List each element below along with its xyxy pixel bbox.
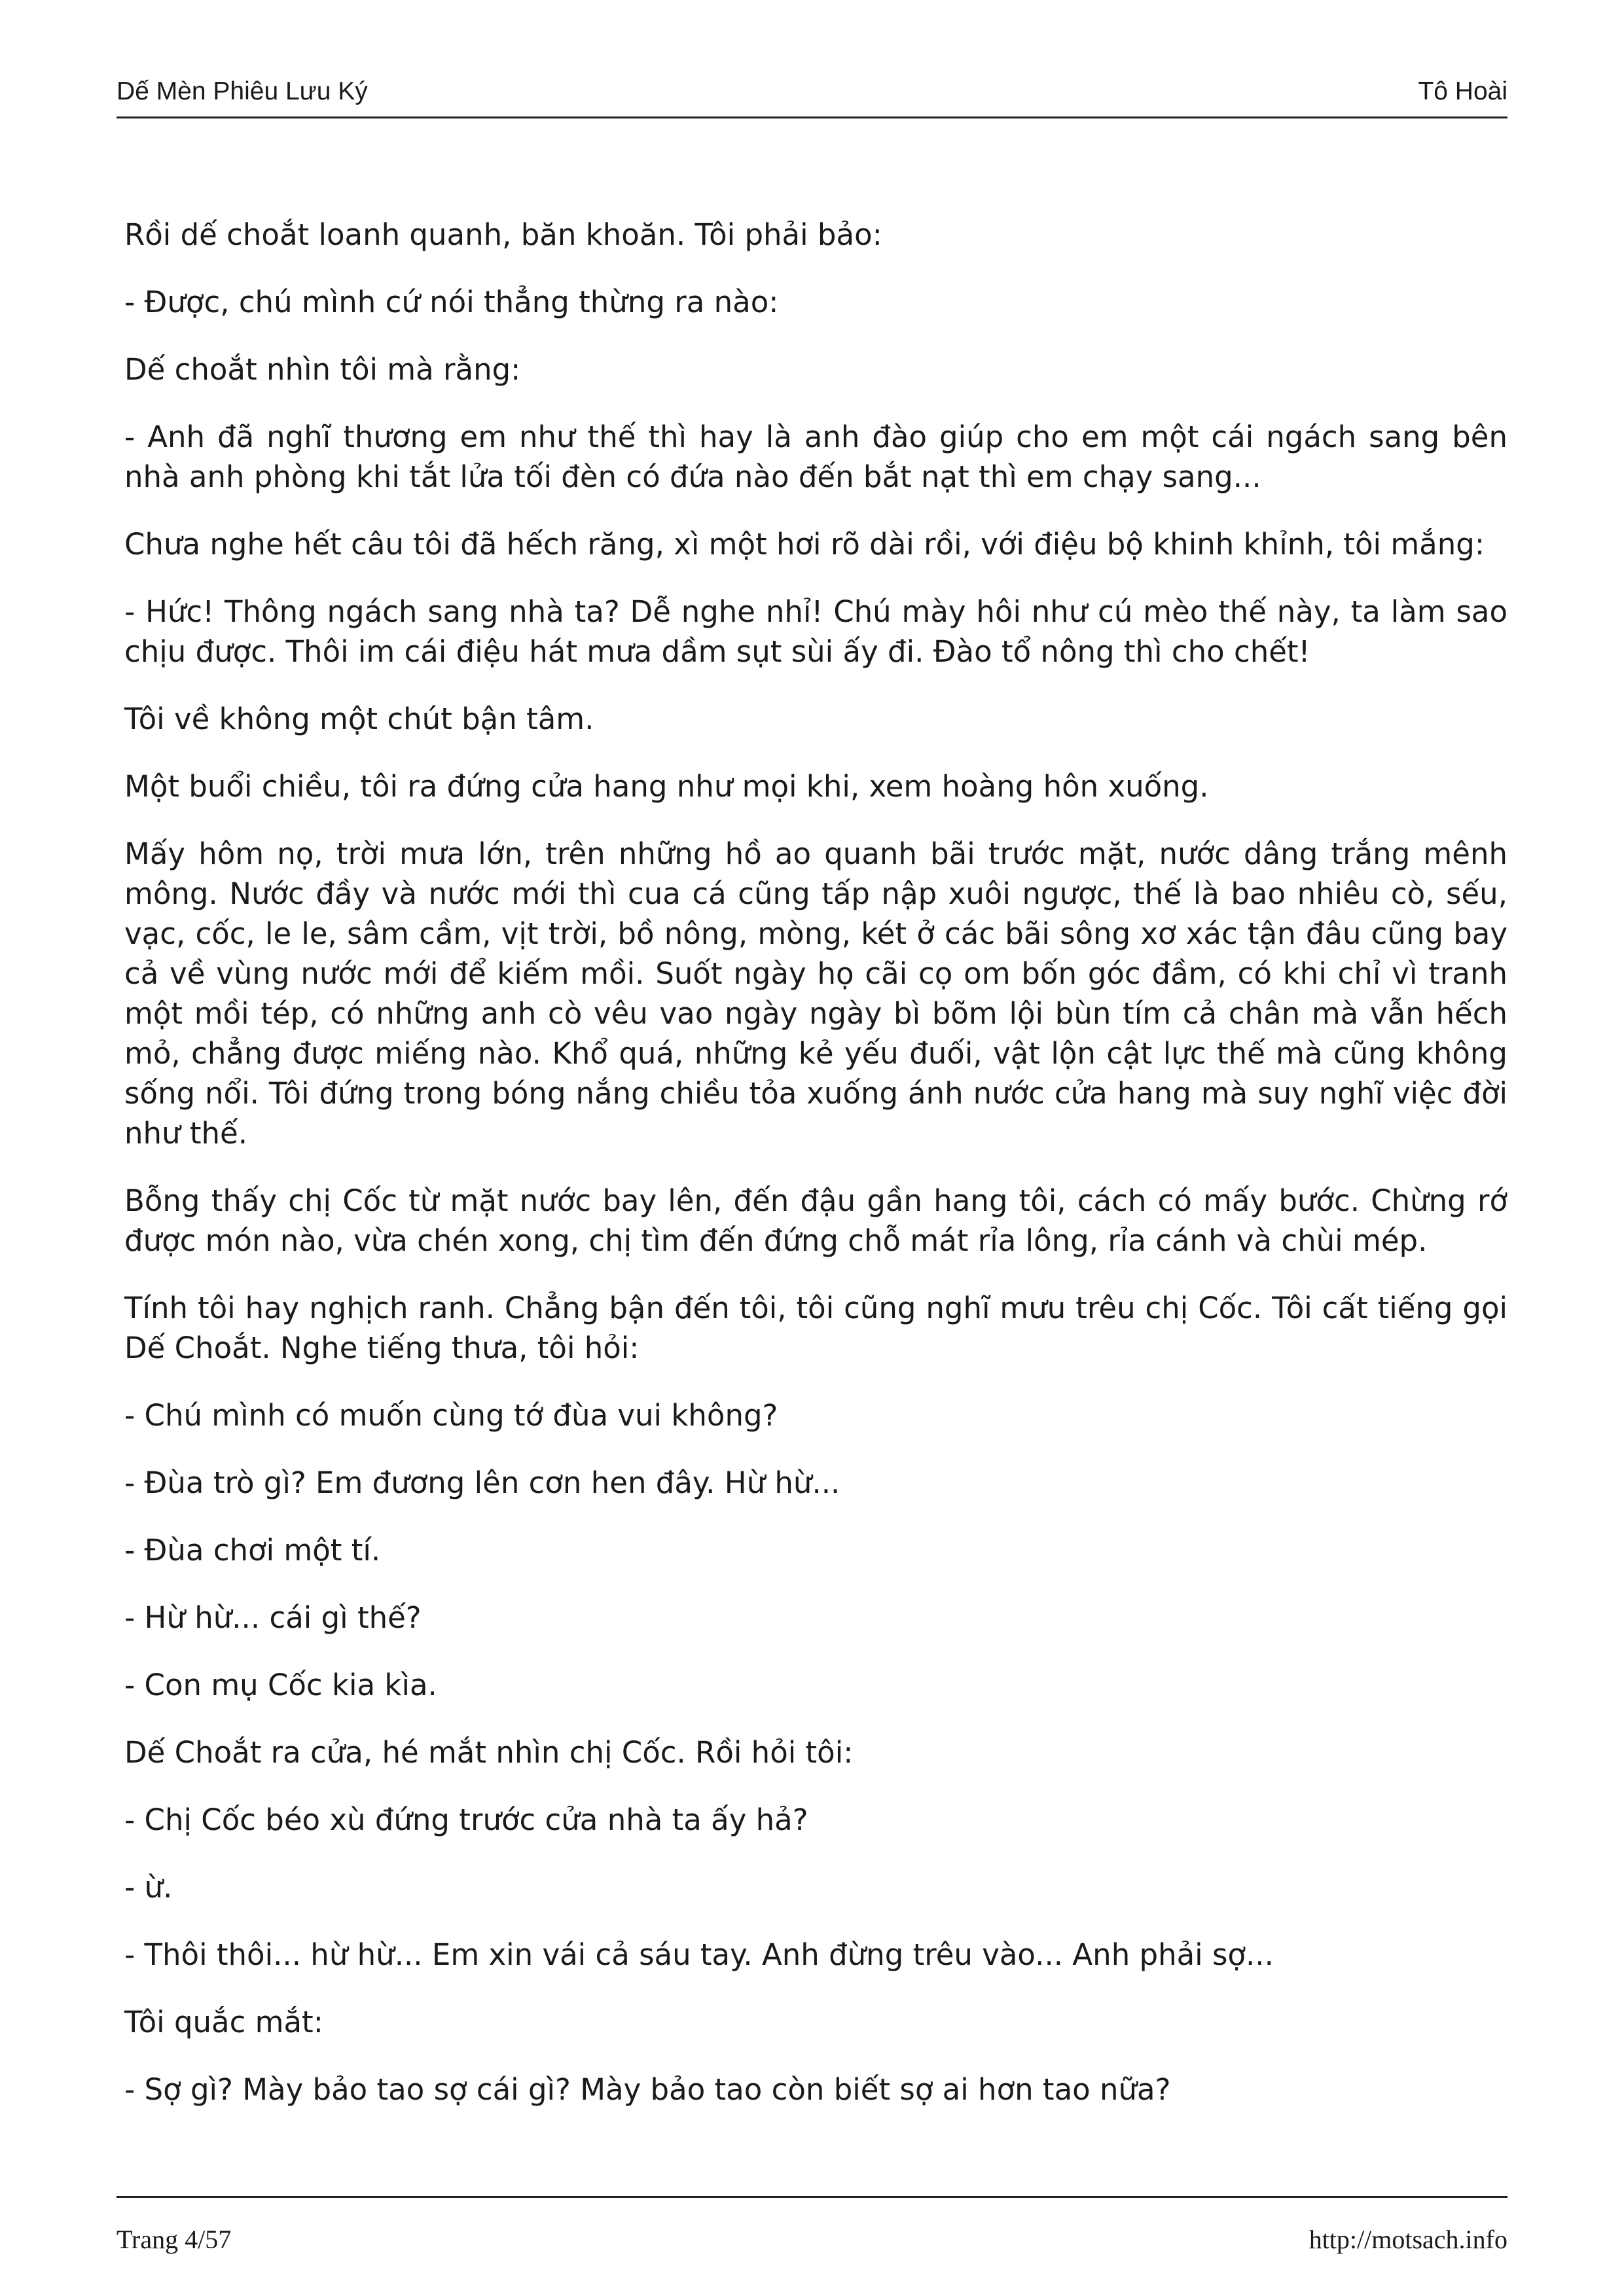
paragraph: Dế choắt nhìn tôi mà rằng:	[124, 352, 521, 387]
page-number: Trang 4/57	[117, 2225, 232, 2254]
paragraph: - Anh đã nghĩ thương em như thế thì hay là anh đào giúp cho em một cái ngách sang bên nhà anh phòng khi tắt lửa tối đèn có đứa nào đến bắt nạt thì em chạy sang...	[124, 420, 1507, 494]
site-url: http://motsach.info	[1308, 2225, 1507, 2254]
paragraph: Mấy hôm nọ, trời mưa lớn, trên những hồ ao quanh bãi trước mặt, nước dâng trắng mênh mông. Nước đầy và nước mới thì cua cá cũng tấp nập xuôi ngược, thế là bao nhiêu cò, sếu, vạc, cốc, le le, sâm cầm, vịt trời, bồ nông, mòng, két ở các bãi sông xơ xác tận đâu cũng bay cả về vùng nước mới để kiếm mồi. Suốt ngày họ cãi cọ om bốn góc đầm, có khi chỉ vì tranh một mồi tép, có những anh cò vêu vao ngày ngày bì bõm lội bùn tím cả chân mà vẫn hếch mỏ, chẳng được miếng nào. Khổ quá, những kẻ yếu đuối, vật lộn cật lực thế mà cũng không sống nổi. Tôi đứng trong bóng nắng chiều tỏa xuống ánh nước cửa hang mà suy nghĩ việc đời như thế.	[124, 836, 1507, 1151]
paragraph: - Chú mình có muốn cùng tớ đùa vui không?	[124, 1398, 778, 1433]
paragraph: Bỗng thấy chị Cốc từ mặt nước bay lên, đến đậu gần hang tôi, cách có mấy bước. Chừng rớ được món nào, vừa chén xong, chị tìm đến đứng chỗ mát rỉa lông, rỉa cánh và chùi mép.	[124, 1183, 1507, 1258]
page-header	[117, 72, 1507, 118]
paragraph: - Đùa trò gì? Em đương lên cơn hen đây. Hừ hừ...	[124, 1465, 840, 1500]
paragraph: - Chị Cốc béo xù đứng trước cửa nhà ta ấy hả?	[124, 1803, 808, 1837]
paragraph: Tôi quắc mắt:	[124, 2005, 323, 2039]
paragraph: Dế Choắt ra cửa, hé mắt nhìn chị Cốc. Rồi hỏi tôi:	[124, 1735, 854, 1770]
paragraph: - Hức! Thông ngách sang nhà ta? Dễ nghe nhỉ! Chú mày hôi như cú mèo thế này, ta làm sao chịu được. Thôi im cái điệu hát mưa dầm sụt sùi ấy đi. Đào tổ nông thì cho chết!	[124, 594, 1507, 669]
book-title: Dế Mèn Phiêu Lưu Ký	[117, 77, 368, 105]
paragraph: - Được, chú mình cứ nói thẳng thừng ra nào:	[124, 285, 779, 319]
paragraph: Rồi dế choắt loanh quanh, băn khoăn. Tôi phải bảo:	[124, 217, 882, 252]
page-body	[124, 215, 1507, 2137]
author-name: Tô Hoài	[1418, 77, 1507, 105]
page-footer	[117, 2196, 1507, 2254]
paragraph: Tôi về không một chút bận tâm.	[124, 702, 594, 736]
paragraph: - ừ.	[124, 1870, 173, 1905]
paragraph: - Sợ gì? Mày bảo tao sợ cái gì? Mày bảo tao còn biết sợ ai hơn tao nữa?	[124, 2072, 1171, 2107]
paragraph: Một buổi chiều, tôi ra đứng cửa hang như mọi khi, xem hoàng hôn xuống.	[124, 769, 1209, 804]
paragraph: Chưa nghe hết câu tôi đã hếch răng, xì một hơi rõ dài rồi, với điệu bộ khinh khỉnh, tôi mắng:	[124, 527, 1485, 562]
paragraph: - Con mụ Cốc kia kìa.	[124, 1668, 437, 1702]
paragraph: - Thôi thôi... hừ hừ... Em xin vái cả sáu tay. Anh đừng trêu vào... Anh phải sợ...	[124, 1937, 1274, 1972]
paragraph: - Hừ hừ... cái gì thế?	[124, 1600, 422, 1635]
paragraph: - Đùa chơi một tí.	[124, 1533, 381, 1568]
paragraph: Tính tôi hay nghịch ranh. Chẳng bận đến tôi, tôi cũng nghĩ mưu trêu chị Cốc. Tôi cất tiếng gọi Dế Choắt. Nghe tiếng thưa, tôi hỏi:	[124, 1291, 1507, 1365]
